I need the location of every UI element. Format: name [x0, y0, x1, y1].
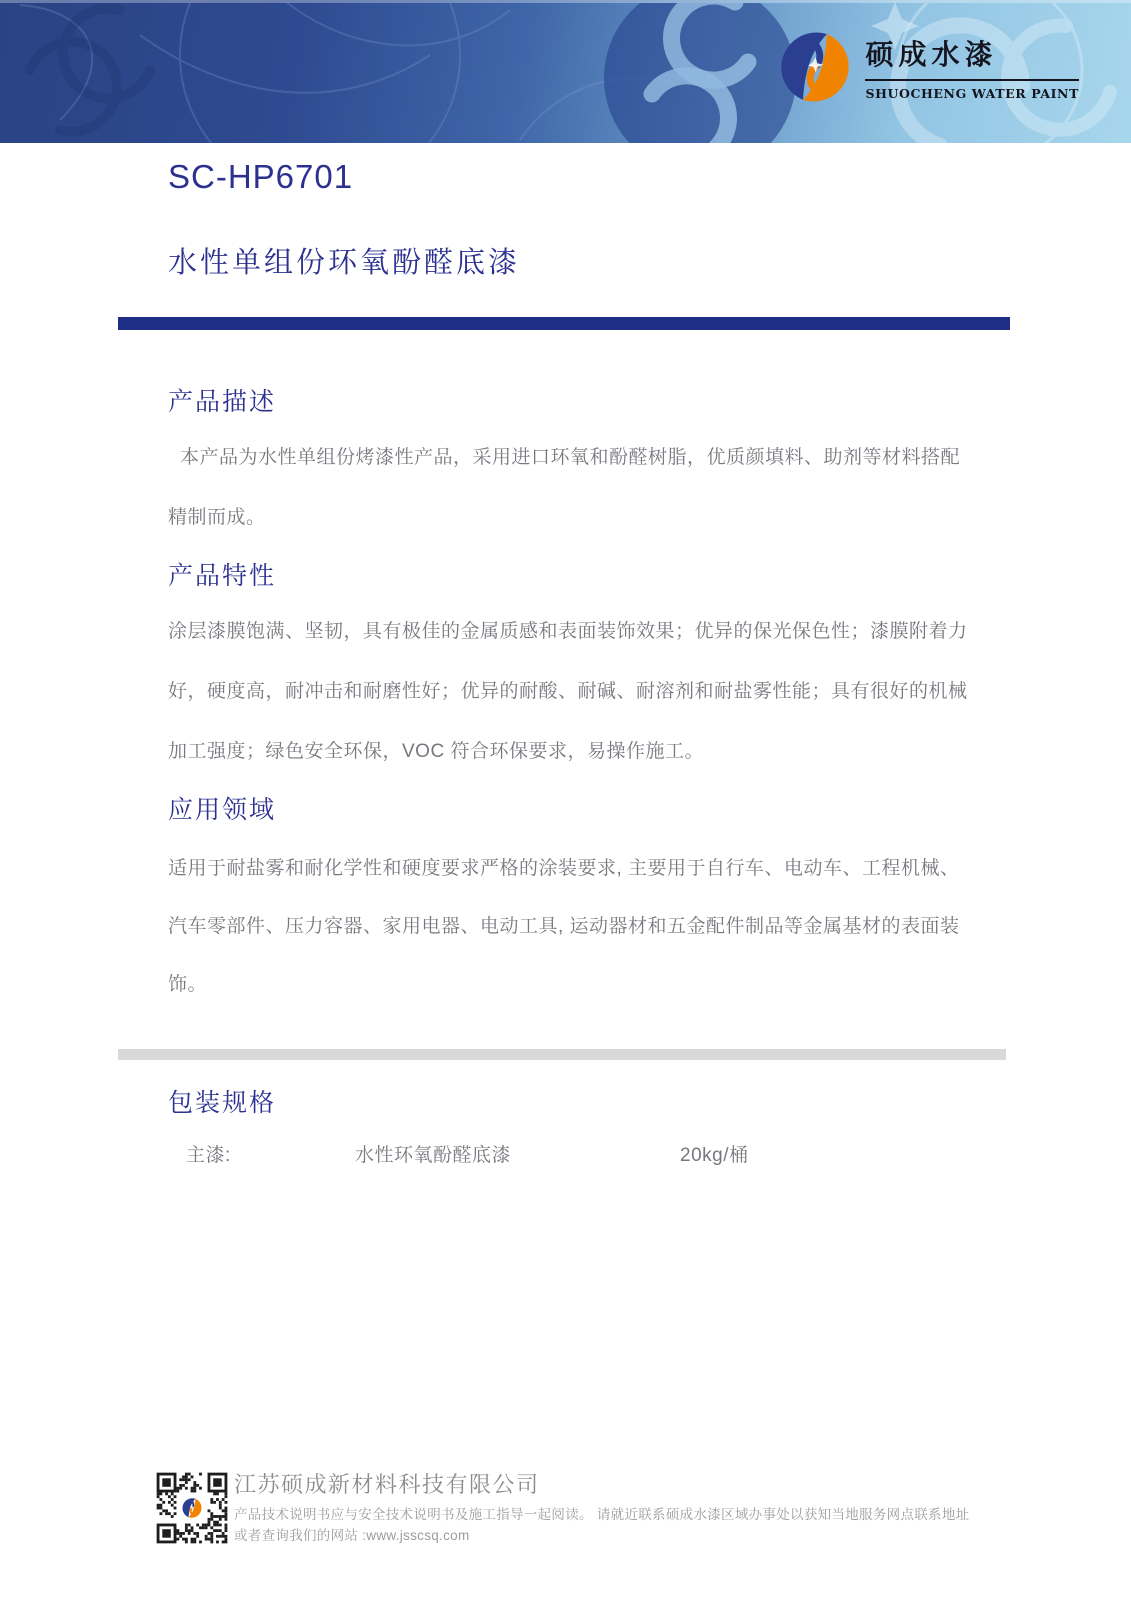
packaging-row-spec: 20kg/桶	[680, 1145, 749, 1166]
company-name: 江苏硕成新材料科技有限公司	[234, 1472, 540, 1497]
section-body-applications: 适用于耐盐雾和耐化学性和硬度要求严格的涂装要求, 主要用于自行车、电动车、工程机械、汽车零部件、压力容器、家用电器、电动工具, 运动器材和五金配件制品等金属基材的表面装饰。	[168, 858, 960, 995]
footer-disclaimer	[234, 1504, 1064, 1546]
brand-name-cn: 硕成水漆	[865, 33, 1079, 81]
packaging-row-label: 主漆:	[186, 1145, 231, 1166]
title-divider-bar	[118, 317, 1010, 330]
product-code-title: SC-HP6701	[168, 158, 354, 195]
section-heading-features: 产品特性	[168, 562, 277, 590]
section-heading-description: 产品描述	[168, 388, 277, 416]
shuocheng-swirl-logo-icon	[777, 29, 853, 105]
section-body-features: 涂层漆膜饱满、坚韧，具有极佳的金属质感和表面装饰效果；优异的保光保色性；漆膜附着力好，硬度高，耐冲击和耐磨性好；优异的耐酸、耐碱、耐溶剂和耐盐雾性能；具有很好的机械加工强度；绿色安全环保，VOC 符合环保要求，易操作施工。	[168, 621, 968, 762]
section-heading-applications: 应用领域	[168, 796, 277, 824]
product-name-title: 水性单组份环氧酚醛底漆	[168, 247, 521, 279]
brand-text-block	[865, 33, 1079, 101]
footer-disclaimer-line1: 产品技术说明书应与安全技术说明书及施工指导一起阅读。 请就近联系硕成水漆区域办事处以获知当地服务网点联系地址	[234, 1507, 970, 1522]
packaging-row-product: 水性环氧酚醛底漆	[355, 1145, 512, 1166]
qr-code	[151, 1467, 233, 1549]
packaging-table-row	[186, 1140, 1006, 1167]
brand-name-en: SHUOCHENG WATER PAINT	[865, 86, 1079, 101]
section-heading-packaging: 包装规格	[168, 1089, 277, 1117]
brand-logo-block	[777, 29, 1079, 105]
section-body-description: 本产品为水性单组份烤漆性产品，采用进口环氧和酚醛树脂，优质颜填料、助剂等材料搭配精制而成。	[168, 447, 961, 528]
section-divider-bar	[118, 1049, 1006, 1060]
footer-website-line: 或者查询我们的网站 :www.jsscsq.com	[234, 1528, 470, 1543]
page-header-banner	[0, 0, 1131, 143]
